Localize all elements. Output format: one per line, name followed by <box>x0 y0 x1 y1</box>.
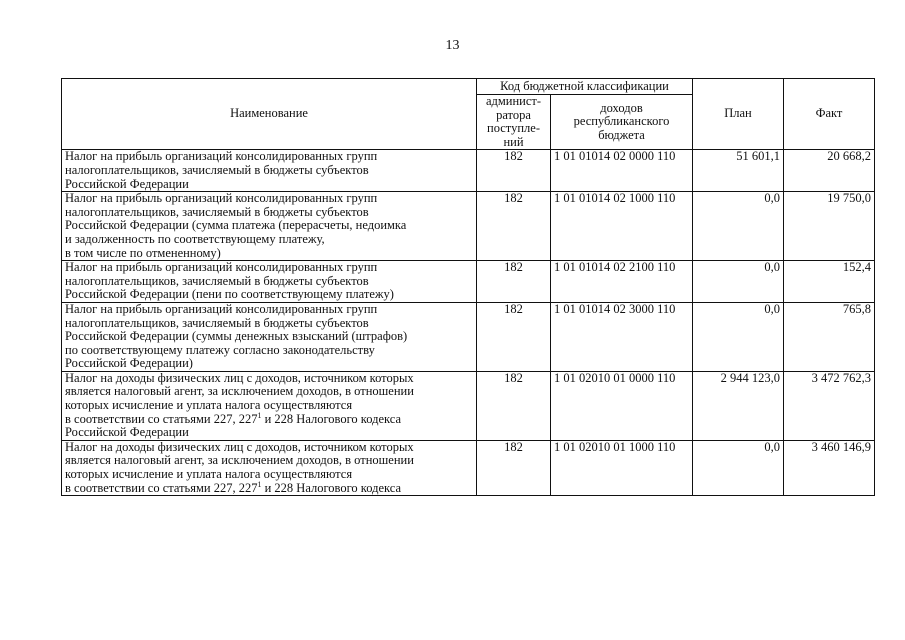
name-line: которых исчисление и уплата налога осуществляются <box>65 398 353 413</box>
row-name <box>62 371 477 440</box>
table-row <box>62 440 875 495</box>
row-fact: 19 750,0 <box>784 192 875 261</box>
row-fact: 20 668,2 <box>784 150 875 192</box>
row-name <box>62 440 477 495</box>
name-line: Российской Федерации (сумма платежа (перерасчеты, недоимка <box>65 218 407 233</box>
name-line: налогоплательщиков, зачисляемый в бюджеты субъектов <box>65 273 369 288</box>
row-fact: 3 460 146,9 <box>784 440 875 495</box>
budget-classification-table <box>61 78 875 496</box>
header-administrator-line: админист- <box>485 94 542 108</box>
header-name: Наименование <box>62 79 477 150</box>
row-admin-code: 182 <box>477 302 551 371</box>
row-income-code: 1 01 02010 01 0000 110 <box>551 371 693 440</box>
table-row <box>62 150 875 192</box>
name-line: по соответствующему платежу согласно законодательству <box>65 342 375 357</box>
name-line: Налог на прибыль организаций консолидированных групп <box>65 301 378 316</box>
row-admin-code: 182 <box>477 371 551 440</box>
row-income-code: 1 01 01014 02 1000 110 <box>551 192 693 261</box>
row-name <box>62 192 477 261</box>
name-line: налогоплательщиков, зачисляемый в бюджеты субъектов <box>65 204 369 219</box>
row-income-code: 1 01 02010 01 1000 110 <box>551 440 693 495</box>
header-income-line: бюджета <box>598 127 645 142</box>
row-income-code: 1 01 01014 02 3000 110 <box>551 302 693 371</box>
name-line: Налог на прибыль организаций консолидированных групп <box>65 149 378 164</box>
row-admin-code: 182 <box>477 150 551 192</box>
row-name <box>62 261 477 303</box>
name-line: налогоплательщиков, зачисляемый в бюджеты субъектов <box>65 315 369 330</box>
header-administrator <box>477 95 551 150</box>
name-line: в соответствии со статьями 227, $227^1$ и 228 Налогового кодекса <box>65 479 402 495</box>
name-line: и задолженность по соответствующему платежу, <box>65 231 325 246</box>
row-name <box>62 150 477 192</box>
row-admin-code: 182 <box>477 192 551 261</box>
row-fact: 152,4 <box>784 261 875 303</box>
row-plan: 0,0 <box>693 302 784 371</box>
name-line: в том числе по отмененному) <box>65 245 221 260</box>
row-fact: 765,8 <box>784 302 875 371</box>
name-line: Российской Федерации <box>65 176 189 191</box>
page-number: 13 <box>445 38 460 53</box>
name-line: Налог на прибыль организаций консолидированных групп <box>65 191 378 206</box>
header-administrator-line: ратора <box>496 107 531 122</box>
name-line: Налог на доходы физических лиц с доходов, источником которых <box>65 439 414 454</box>
row-fact: 3 472 762,3 <box>784 371 875 440</box>
header-fact: Факт <box>784 79 875 150</box>
name-line: Налог на прибыль организаций консолидированных групп <box>65 260 378 275</box>
header-budget-code: Код бюджетной классификации <box>477 79 693 95</box>
header-income-line: республиканского <box>573 114 670 129</box>
table-row <box>62 261 875 303</box>
table-row <box>62 302 875 371</box>
name-line: является налоговый агент, за исключением доходов, в отношении <box>65 384 414 399</box>
row-income-code: 1 01 01014 02 0000 110 <box>551 150 693 192</box>
name-line: Российской Федерации) <box>65 356 193 371</box>
header-republican-income <box>551 95 693 150</box>
table-row <box>62 371 875 440</box>
name-line: в соответствии со статьями 227, $227^1$ и 228 Налогового кодекса <box>65 410 402 426</box>
name-line: Налог на доходы физических лиц с доходов, источником которых <box>65 370 414 385</box>
row-plan: 2 944 123,0 <box>693 371 784 440</box>
name-line: которых исчисление и уплата налога осуществляются <box>65 467 353 482</box>
row-name <box>62 302 477 371</box>
header-administrator-line: ний <box>503 134 524 149</box>
name-line: Российской Федерации (суммы денежных взысканий (штрафов) <box>65 329 408 344</box>
header-plan: План <box>693 79 784 150</box>
header-administrator-line: поступле- <box>487 121 540 136</box>
row-admin-code: 182 <box>477 261 551 303</box>
name-line: налогоплательщиков, зачисляемый в бюджеты субъектов <box>65 162 369 177</box>
header-income-line: доходов <box>600 100 643 115</box>
name-line: Российской Федерации (пени по соответствующему платежу) <box>65 287 394 302</box>
row-admin-code: 182 <box>477 440 551 495</box>
row-plan: 0,0 <box>693 440 784 495</box>
row-plan: 0,0 <box>693 192 784 261</box>
name-line: является налоговый агент, за исключением доходов, в отношении <box>65 453 414 468</box>
name-line: Российской Федерации <box>65 425 189 440</box>
table-row <box>62 192 875 261</box>
row-plan: 0,0 <box>693 261 784 303</box>
row-plan: 51 601,1 <box>693 150 784 192</box>
row-income-code: 1 01 01014 02 2100 110 <box>551 261 693 303</box>
